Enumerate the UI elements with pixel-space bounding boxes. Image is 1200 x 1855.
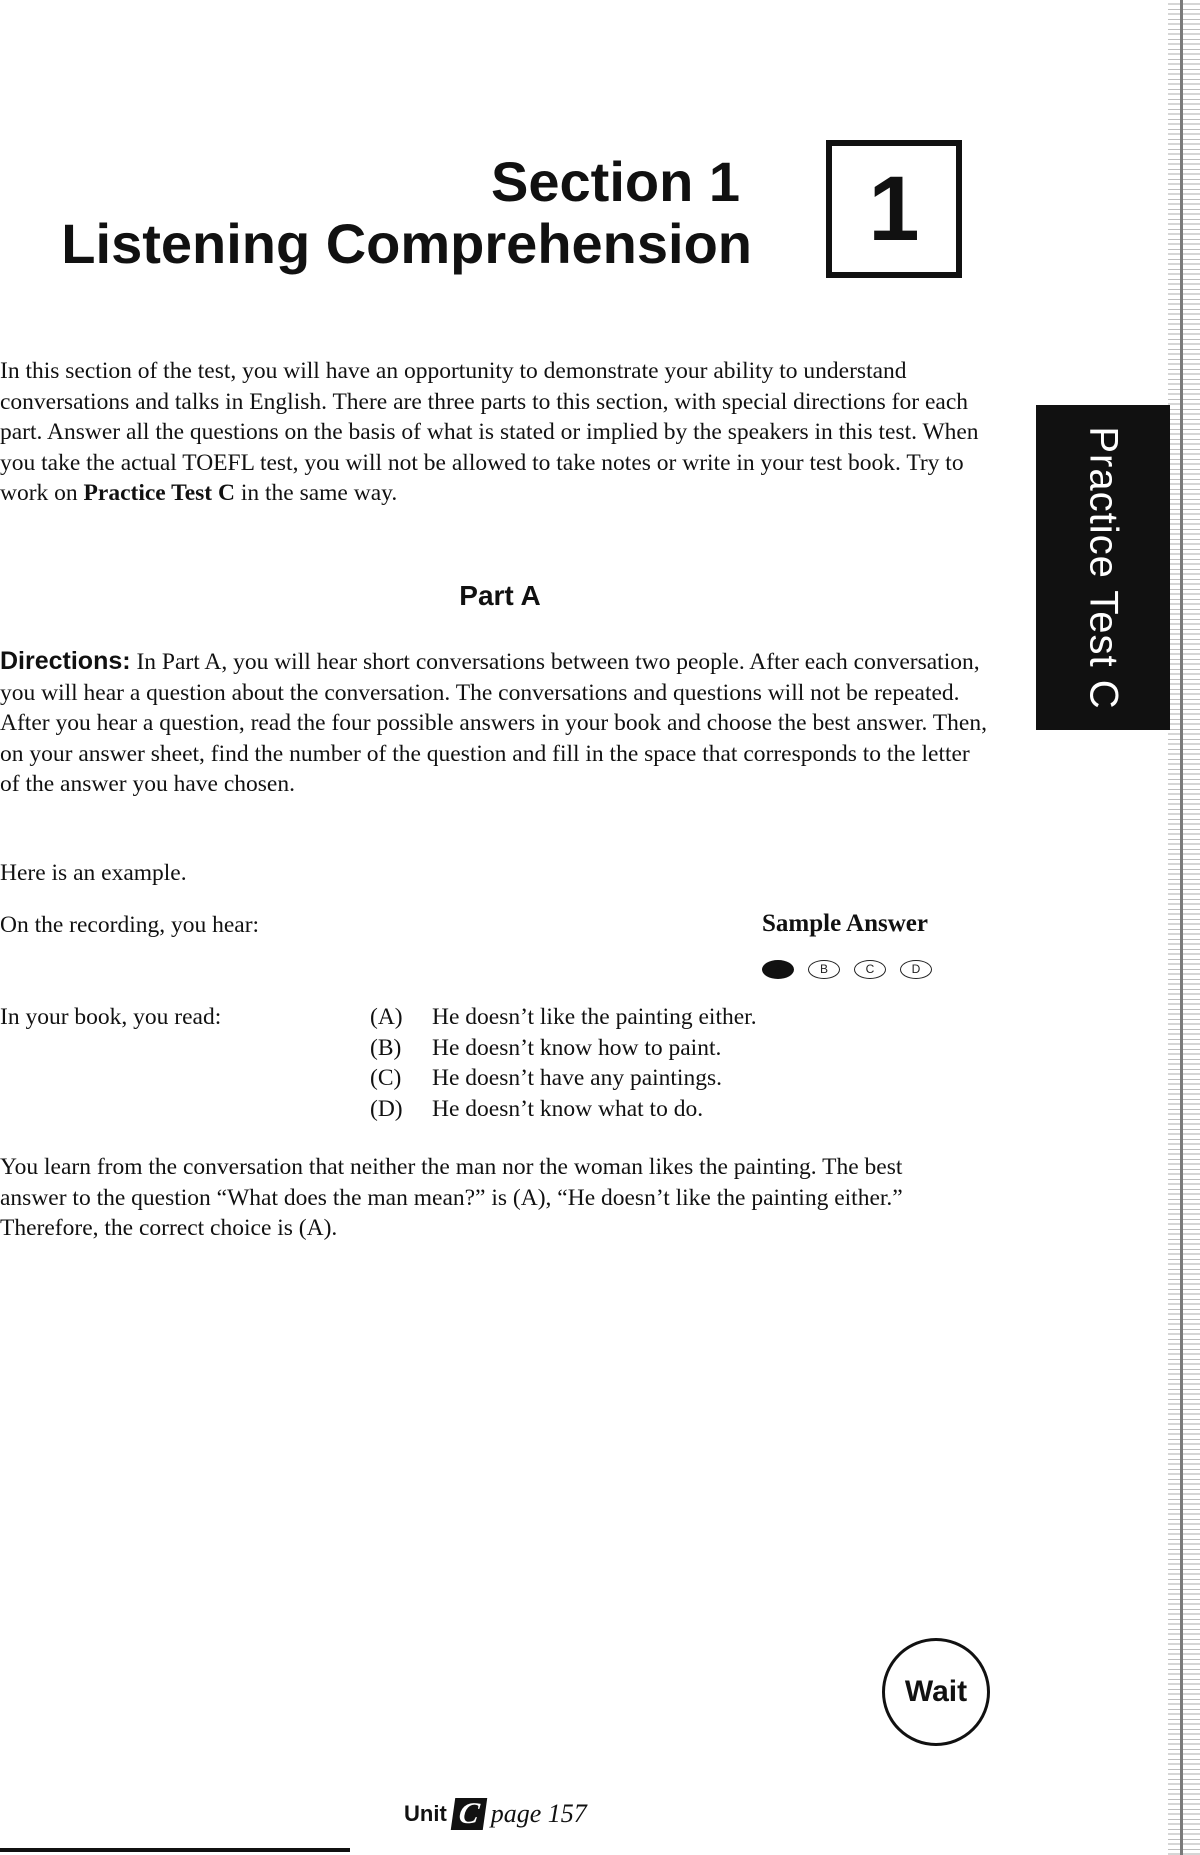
choice-letter: (B)	[370, 1034, 402, 1061]
intro-text-end: in the same way.	[234, 480, 398, 506]
answer-bubble-a: A	[762, 960, 794, 979]
section-number: 1	[868, 157, 920, 260]
intro-text: In this section of the test, you will have an opportunity to demonstrate your ability to understand conversations and talks in English. There are three parts to this section, with special directions for each part. Answer all the questions on the basis of what is stated or implied by the speakers in this test. When you take the actual TOEFL test, you will not be allowed to take notes or write in your test book. Try to work on	[0, 358, 979, 506]
choice-text: He doesn’t like the painting either.	[432, 1004, 757, 1030]
wait-label: Wait	[904, 1675, 968, 1708]
intro-bold-text: Practice Test C	[83, 480, 235, 506]
recording-label: On the recording, you hear:	[0, 912, 260, 938]
footer-unit-label: Unit	[404, 1801, 447, 1826]
answer-choices	[370, 1002, 757, 1124]
section-subtitle: Listening Comprehension	[61, 212, 752, 275]
choice-letter: (A)	[370, 1004, 403, 1030]
intro-paragraph	[0, 356, 990, 509]
explanation-paragraph: You learn from the conversation that neither the man nor the woman likes the painting. The best answer to the question “What does the man mean?” is (A), “He doesn’t like the painting either.” Therefore, the correct choice is (A).	[0, 1154, 903, 1241]
footer	[404, 1798, 587, 1830]
footer-page-number: page 157	[490, 1799, 587, 1828]
choice-text: He doesn’t know what to do.	[432, 1095, 704, 1122]
side-tab	[1036, 405, 1170, 730]
part-a-heading: Part A	[459, 580, 541, 611]
directions-paragraph	[0, 646, 990, 800]
page-edge-line	[1180, 0, 1183, 1855]
answer-choice	[370, 1002, 757, 1033]
example-intro: Here is an example.	[0, 860, 187, 886]
directions-text: In Part A, you will hear short conversations between two people. After each conversation, you will hear a question about the conversation. The conversations and questions will not be repeated. After you hear a question, read the four possible answers in your book and choose the best answer. Then, on your answer sheet, find the number of the question and fill in the space that corresponds to the letter of the answer you have chosen.	[0, 649, 987, 797]
sample-answer-bubbles	[762, 960, 932, 979]
choice-text: He doesn’t have any paintings.	[432, 1065, 722, 1091]
side-tab-label: Practice Test C	[1081, 425, 1126, 710]
book-label: In your book, you read:	[0, 1004, 222, 1030]
answer-choice	[370, 1033, 757, 1064]
answer-choice	[370, 1094, 757, 1125]
sample-answer-label: Sample Answer	[762, 910, 928, 937]
answer-choice	[370, 1063, 757, 1094]
choice-letter: (D)	[370, 1095, 403, 1122]
unit-logo: C	[451, 1798, 487, 1830]
directions-label: Directions:	[0, 647, 131, 675]
answer-bubble-b: B	[808, 960, 840, 979]
answer-bubble-d: D	[900, 960, 932, 979]
choice-text: He doesn’t know how to paint.	[432, 1034, 722, 1061]
choice-letter: (C)	[370, 1065, 402, 1091]
section-title: Section 1	[491, 150, 740, 213]
page-edge-scan	[1168, 0, 1200, 1855]
wait-badge	[882, 1638, 990, 1746]
answer-bubble-c: C	[854, 960, 886, 979]
bottom-rule	[0, 1848, 350, 1852]
section-number-box	[826, 140, 962, 278]
